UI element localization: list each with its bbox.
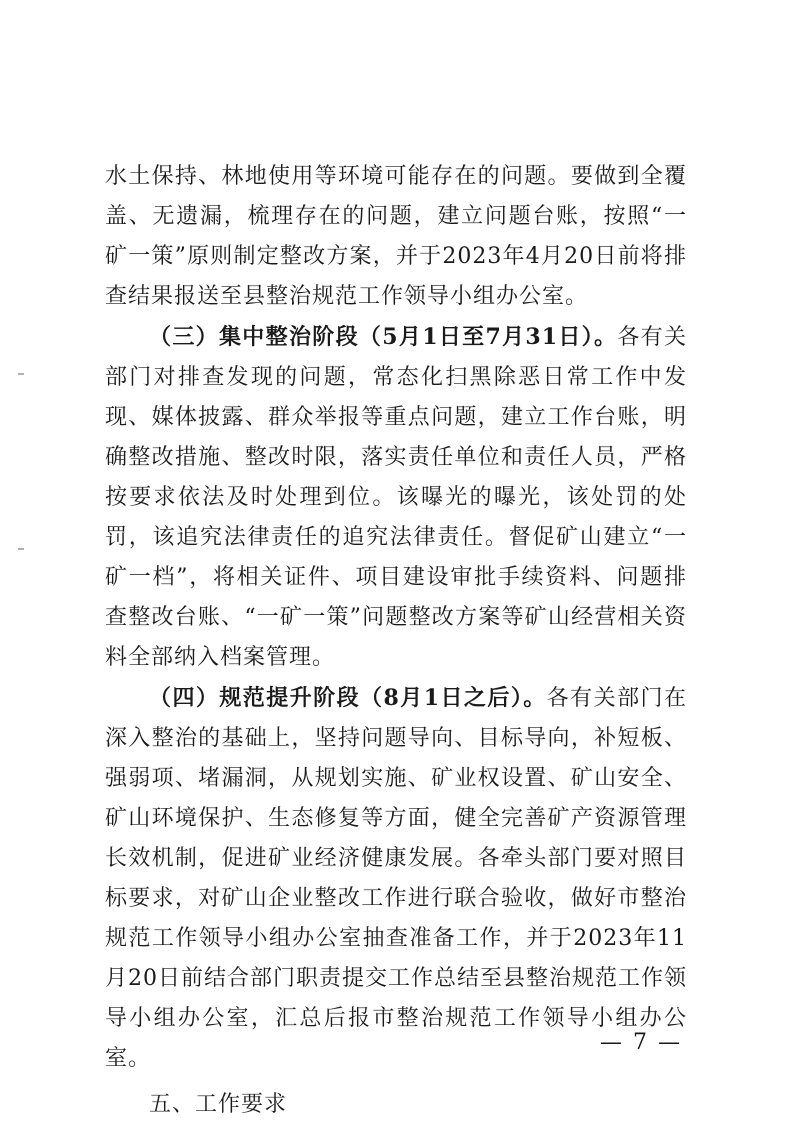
body-text	[105, 157, 687, 1125]
paragraph-text: 水土保持、林地使用等环境可能存在的问题。要做到全覆盖、无遗漏，梳理存在的问题，建立问题台账，按照“一矿一策”原则制定整改方案，并于2023年4月20日前将排查结果报送至县整治规范工作领导小组办公室。	[105, 164, 687, 309]
paragraph-heading: （三）集中整治阶段（5月1日至7月31日）。	[149, 324, 618, 350]
paragraph-concentrated-rectification	[105, 317, 687, 678]
section-heading: 五、工作要求	[149, 1092, 288, 1117]
paragraph-standardization-improvement	[105, 678, 687, 1079]
paragraph-text: 各有关部门对排查发现的问题，常态化扫黑除恶日常工作中发现、媒体披露、群众举报等重点问题，建立工作台账，明确整改措施、整改时限，落实责任单位和责任人员，严格按要求依法及时处理到位。该曝光的曝光，该处罚的处罚，该追究法律责任的追究法律责任。督促矿山建立“一矿一档”，将相关证件、项目建设审批手续资料、问题排查整改台账、“一矿一策”问题整改方案等矿山经营相关资料全部纳入档案管理。	[105, 325, 687, 670]
page-number: — 7 —	[600, 1030, 682, 1055]
scan-mark	[18, 548, 24, 550]
paragraph-heading: （四）规范提升阶段（8月1日之后）。	[149, 685, 547, 711]
paragraph-text: 各有关部门在深入整治的基础上，坚持问题导向、目标导向，补短板、强弱项、堵漏洞，从规划实施、矿业权设置、矿山安全、矿山环境保护、生态修复等方面，健全完善矿产资源管理长效机制，促进矿业经济健康发展。各牵头部门要对照目标要求，对矿山企业整改工作进行联合验收，做好市整治规范工作领导小组办公室抽查准备工作，并于2023年11月20日前结合部门职责提交工作总结至县整治规范工作领导小组办公室，汇总后报市整治规范工作领导小组办公室。	[105, 686, 687, 1071]
scan-mark	[18, 373, 24, 375]
paragraph-continuation	[105, 157, 687, 317]
